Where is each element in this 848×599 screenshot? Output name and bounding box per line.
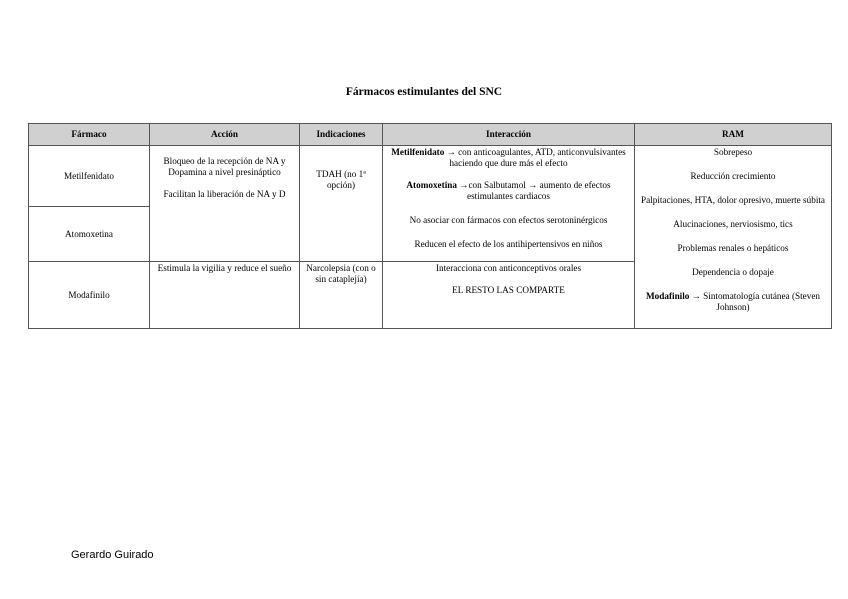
drug-metilfenidato: Metilfenidato [29, 146, 150, 207]
ram-item: Problemas renales o hepáticos [677, 243, 789, 253]
ram-item: Dependencia o dopaje [692, 267, 774, 277]
interaccion-text: No asociar con fármacos con efectos serotoninérgicos [409, 215, 608, 225]
interaccion-text [386, 147, 631, 169]
ram-item: Alucinaciones, nerviosismo, tics [673, 219, 793, 229]
author-footer: Gerardo Guirado [71, 549, 154, 561]
interaccion-detail: →con Salbutamol → aumento de efectos estimulantes cardiacos [456, 180, 611, 201]
interaccion-cell [383, 146, 635, 262]
drug-atomoxetina: Atomoxetina [29, 207, 150, 262]
accion-text: Facilitan la liberación de NA y D [163, 189, 286, 199]
header-indicaciones: Indicaciones [300, 124, 383, 146]
accion-modafinilo: Estimula la vigilia y reduce el sueño [150, 262, 300, 329]
drug-name: Atomoxetina [406, 180, 457, 190]
interaccion-text [386, 180, 631, 202]
ram-cell [635, 146, 832, 329]
header-accion: Acción [150, 124, 300, 146]
drug-name: Modafinilo [645, 291, 690, 301]
header-row [29, 124, 832, 146]
interaccion-text: EL RESTO LAS COMPARTE [452, 285, 565, 295]
accion-cell [150, 146, 300, 262]
indicaciones-cell [300, 146, 383, 262]
drug-table [28, 123, 832, 329]
ram-item: Reducción crecimiento [690, 171, 776, 181]
interaccion-text: Interacciona con anticonceptivos orales [435, 263, 582, 273]
ram-item: Sobrepeso [713, 147, 753, 157]
accion-text: Bloqueo de la recepción de NA y Dopamina a nivel presináptico [163, 156, 286, 177]
page-title: Fármacos estimulantes del SNC [345, 86, 503, 98]
indicacion-tdah: TDAH (no 1ª opción) [316, 169, 366, 190]
drug-modafinilo: Modafinilo [29, 262, 150, 329]
header-interaccion: Interacción [383, 124, 635, 146]
interaccion-detail: → con anticoagulantes, ATD, anticonvulsivantes haciendo que dure más el efecto [444, 147, 626, 168]
interaccion-text: Reducen el efecto de los antihipertensivos en niños [414, 239, 603, 249]
header-ram: RAM [635, 124, 832, 146]
interaccion-modafinilo [383, 262, 635, 329]
table-row [29, 146, 832, 207]
drug-name: Metilfenidato [391, 147, 445, 157]
ram-item [638, 291, 828, 313]
indicacion-narcolepsia: Narcolepsia (con o sin cataplejía) [300, 262, 383, 329]
ram-item: Palpitaciones, HTA, dolor opresivo, muerte súbita [641, 195, 825, 205]
ram-detail: → Sintomatología cutánea (Steven Johnson) [689, 291, 821, 312]
header-farmaco: Fármaco [29, 124, 150, 146]
